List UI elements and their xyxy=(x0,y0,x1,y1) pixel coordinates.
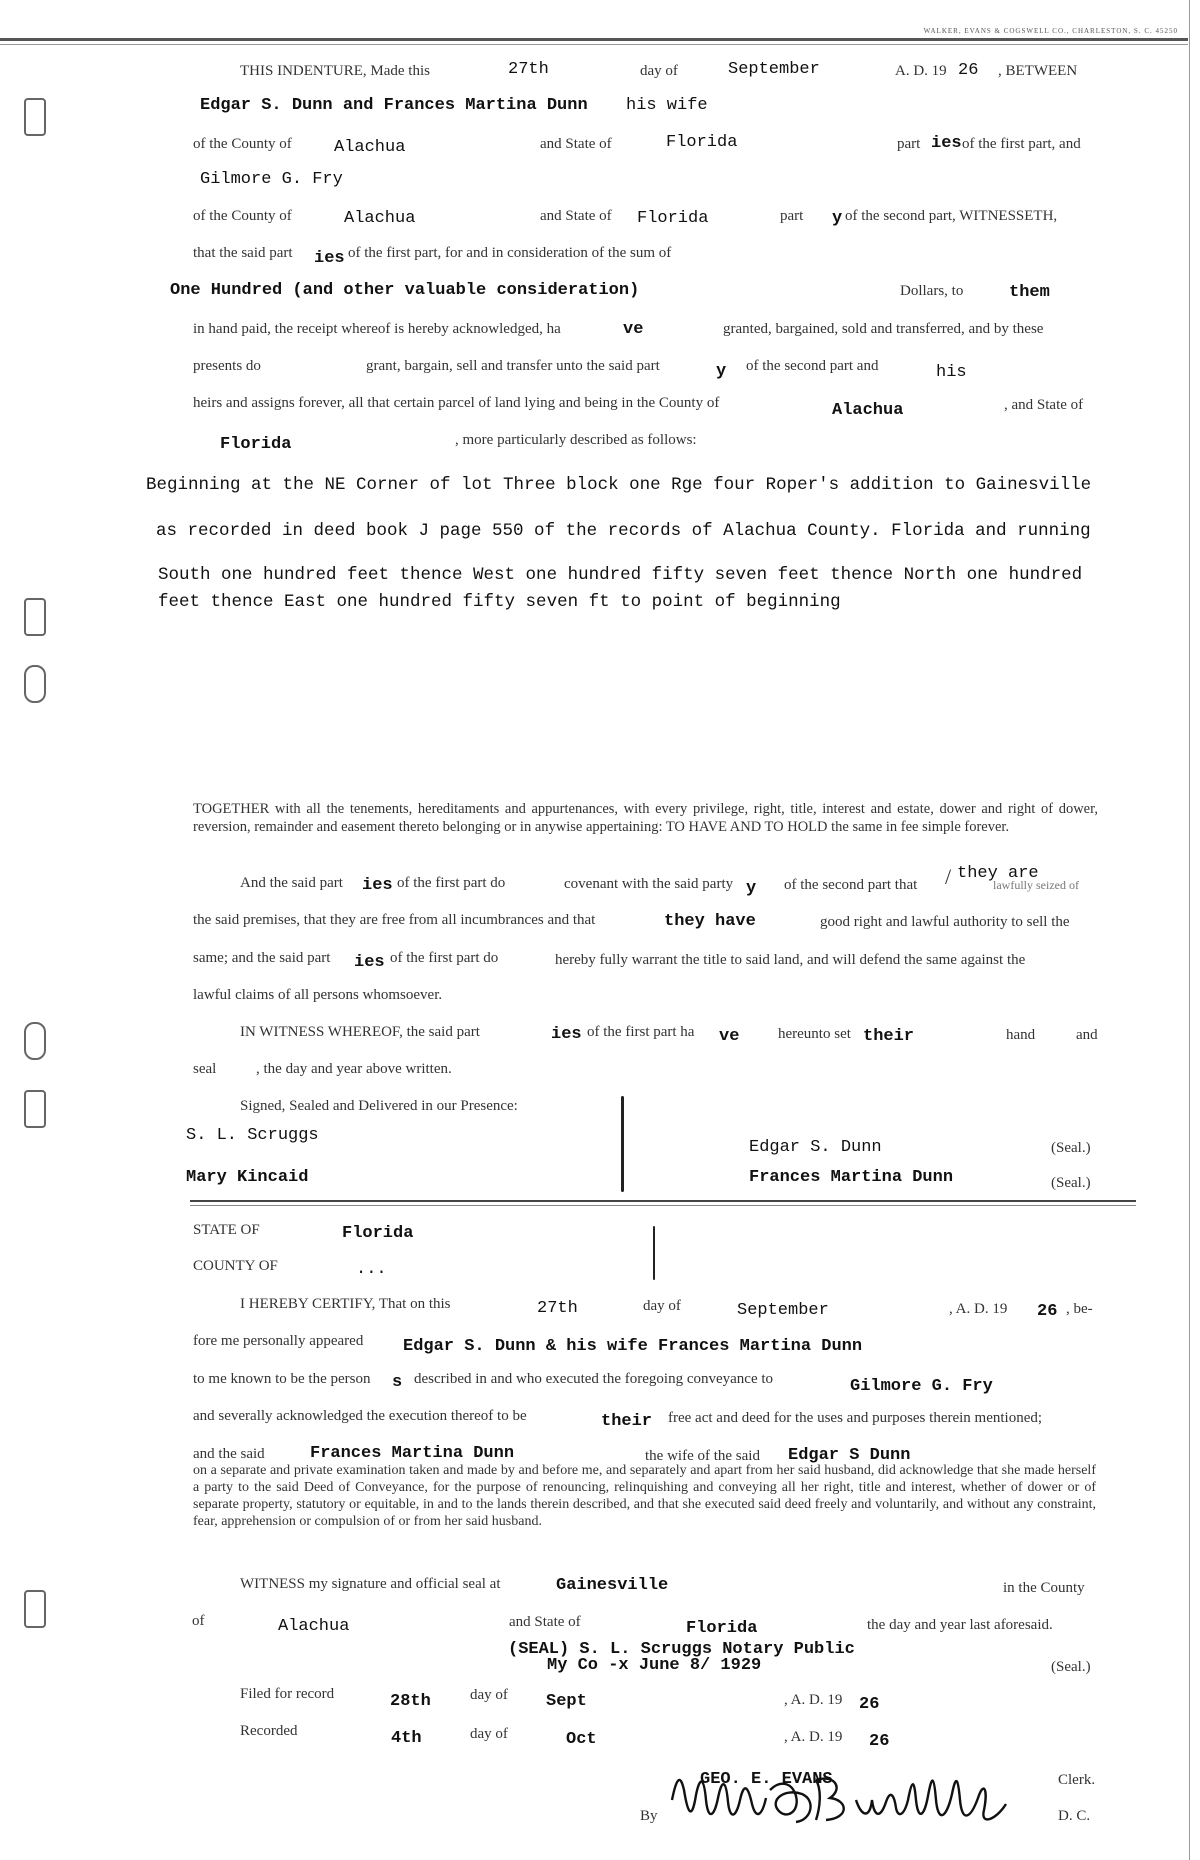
grantor-county: Alachua xyxy=(334,138,406,157)
second-part-that-label: of the second part that xyxy=(784,877,918,893)
appeared-names: Edgar S. Dunn & his wife Frances Martina Dunn xyxy=(403,1337,863,1356)
their-label: their xyxy=(601,1412,653,1431)
binder-hole xyxy=(24,1090,46,1128)
dollars-to-label: Dollars, to xyxy=(900,283,964,299)
granted-text: granted, bargained, sold and transferred, and by these xyxy=(723,321,1044,337)
day-of-label: day of xyxy=(643,1298,681,1314)
between-label: , BETWEEN xyxy=(998,63,1078,79)
consideration-sum: One Hundred (and other valuable consideration) xyxy=(170,281,640,300)
ack-husband: Edgar S Dunn xyxy=(788,1446,911,1465)
state-label: and State of xyxy=(540,208,612,224)
deed-year: 26 xyxy=(958,61,979,80)
hand-paid-text: in hand paid, the receipt whereof is hereby acknowledged, ha xyxy=(193,321,561,337)
recorded-year: 26 xyxy=(869,1732,890,1751)
party-suffix: y xyxy=(746,879,757,898)
binder-hole xyxy=(24,1590,46,1628)
grantors-relation: his wife xyxy=(626,96,708,115)
described-text: described in and who executed the foregoing conveyance to xyxy=(414,1371,774,1387)
part-label: part xyxy=(897,136,921,152)
second-part-and-label: of the second part and xyxy=(746,358,879,374)
presents-label: presents do xyxy=(193,358,261,374)
venue-brace xyxy=(653,1226,655,1280)
legal-description-line: feet thence East one hundred fifty seven ft to point of beginning xyxy=(158,592,841,612)
signed-sealed-label: Signed, Sealed and Delivered in our Presence: xyxy=(240,1098,518,1114)
known-label: to me known to be the person xyxy=(193,1371,371,1387)
covenant-text: covenant with the said party xyxy=(564,876,734,892)
top-border xyxy=(0,38,1188,41)
party-suffix: y xyxy=(716,362,727,381)
parties-suffix: ies xyxy=(931,134,962,153)
have-suffix: ve xyxy=(623,320,644,339)
state-of-label: STATE OF xyxy=(193,1222,260,1238)
grantor-signature: Frances Martina Dunn xyxy=(749,1168,954,1187)
legal-description-line: as recorded in deed book J page 550 of the records of Alachua County. Florida and running xyxy=(156,521,1091,541)
grantor-state: Florida xyxy=(666,133,738,152)
notary-place: Gainesville xyxy=(556,1576,669,1595)
fore-label: fore me personally appeared xyxy=(193,1333,364,1349)
ad-label: , A. D. 19 xyxy=(784,1692,843,1708)
persons-suffix: s xyxy=(392,1373,403,1392)
commission-expiry: My Co -x June 8/ 1929 xyxy=(547,1656,762,1675)
binder-hole xyxy=(24,1022,46,1060)
ack-county: ... xyxy=(356,1260,387,1279)
heirs-text: heirs and assigns forever, all that certain parcel of land lying and being in the County of xyxy=(193,395,720,411)
grantee-state: Florida xyxy=(637,209,709,228)
their-label: their xyxy=(863,1027,915,1046)
seal-mark: (Seal.) xyxy=(1051,1659,1091,1675)
witness-signature: Mary Kincaid xyxy=(186,1168,309,1187)
seal-mark: (Seal.) xyxy=(1051,1140,1091,1156)
ack-grantee: Gilmore G. Fry xyxy=(850,1377,993,1396)
filed-day: 28th xyxy=(390,1692,431,1711)
grantee-county: Alachua xyxy=(344,209,416,228)
seal-label: seal xyxy=(193,1061,217,1077)
first-part-have-label: of the first part ha xyxy=(587,1024,695,1040)
top-border-thin xyxy=(0,44,1188,45)
be-label: , be- xyxy=(1066,1301,1093,1317)
land-state: Florida xyxy=(220,435,292,454)
legal-description-line: Beginning at the NE Corner of lot Three block one Rge four Roper's addition to Gainesville xyxy=(146,475,1092,495)
hand-label: hand xyxy=(1006,1027,1036,1043)
and-label: and xyxy=(1076,1027,1098,1043)
in-witness-label: IN WITNESS WHEREOF, the said part xyxy=(240,1024,480,1040)
party-suffix: y xyxy=(832,209,843,228)
binder-hole xyxy=(24,598,46,636)
of-label: of xyxy=(192,1613,205,1629)
binder-hole xyxy=(24,665,46,703)
first-part-do-label: of the first part do xyxy=(397,875,506,891)
county-label: of the County of xyxy=(193,136,292,152)
signature-brace xyxy=(621,1096,624,1192)
dc-label: D. C. xyxy=(1058,1808,1091,1824)
state-of-label: , and State of xyxy=(1004,397,1084,413)
parties-suffix: ies xyxy=(551,1025,582,1044)
said-part-label: that the said part xyxy=(193,245,293,261)
recorded-label: Recorded xyxy=(240,1723,298,1739)
wife-of-label: the wife of the said xyxy=(645,1448,760,1464)
part-label: part xyxy=(780,208,804,224)
grant-text: grant, bargain, sell and transfer unto the said part xyxy=(366,358,660,374)
filed-year: 26 xyxy=(859,1695,880,1714)
ack-year: 26 xyxy=(1037,1302,1058,1321)
deputy-clerk-signature xyxy=(666,1760,1026,1840)
ack-day: 27th xyxy=(537,1299,578,1318)
ad-label: A. D. 19 xyxy=(895,63,947,79)
state-label: and State of xyxy=(509,1614,581,1630)
ack-month: September xyxy=(737,1301,829,1320)
county-of-label: COUNTY OF xyxy=(193,1258,278,1274)
witness-signature: S. L. Scruggs xyxy=(186,1126,319,1145)
day-year-text: , the day and year above written. xyxy=(256,1061,452,1077)
section-divider xyxy=(190,1205,1136,1206)
lawfully-seized-label: lawfully seized of xyxy=(993,878,1079,892)
ad-label: , A. D. 19 xyxy=(784,1729,843,1745)
parties-suffix: ies xyxy=(354,953,385,972)
recorded-month: Oct xyxy=(566,1730,597,1749)
lawful-claims-text: lawful claims of all persons whomsoever. xyxy=(193,987,443,1003)
parties-suffix: ies xyxy=(362,876,393,895)
last-aforesaid-text: the day and year last aforesaid. xyxy=(867,1617,1053,1633)
grantee-name: Gilmore G. Fry xyxy=(200,170,343,189)
clerk-name: GEO. E. EVANS xyxy=(700,1770,833,1789)
first-part-label: of the first part, and xyxy=(962,136,1081,152)
ad-label: , A. D. 19 xyxy=(949,1301,1008,1317)
witness-signature-label: WITNESS my signature and official seal at xyxy=(240,1576,501,1592)
recorded-day: 4th xyxy=(391,1729,422,1748)
they-are-insert: they are xyxy=(957,864,1039,883)
described-label: , more particularly described as follows: xyxy=(455,432,697,448)
covenant-label: And the said part xyxy=(240,875,343,891)
notary-state: Florida xyxy=(686,1619,758,1638)
clerk-label: Clerk. xyxy=(1058,1772,1096,1788)
free-act-text: free act and deed for the uses and purposes therein mentioned; xyxy=(668,1410,1043,1426)
county-label: of the County of xyxy=(193,208,292,224)
premises-text: the said premises, that they are free from all incumbrances and that xyxy=(193,912,596,928)
and-said-label: and the said xyxy=(193,1446,265,1462)
printer-imprint: WALKER, EVANS & COGSWELL CO., CHARLESTON, S. C. 45250 xyxy=(923,27,1178,35)
second-part-label: of the second part, WITNESSETH, xyxy=(845,208,1058,224)
insertion-mark: / xyxy=(945,864,952,889)
ack-state: Florida xyxy=(342,1224,414,1243)
seal-mark: (Seal.) xyxy=(1051,1175,1091,1191)
deed-month: September xyxy=(728,60,820,79)
good-right-text: good right and lawful authority to sell the xyxy=(820,914,1070,930)
separate-examination-text: on a separate and private examination taken and made by and before me, and separately and apart from her said husband, did acknowledge that she made herself a party to the said Deed of Conveyance, for the purpose of renouncing, relinquishing and conveying all her right, title and interest, whether of dower or of separate property, statutory or equitable, in and to the lands therein described, and that she executed said deed freely and voluntarily, and without any constraint, fear, apprehension or compulsion of or from her said husband. xyxy=(193,1463,1096,1529)
deed-day: 27th xyxy=(508,60,549,79)
section-divider xyxy=(190,1200,1136,1202)
warrant-text: hereby fully warrant the title to said land, and will defend the same against the xyxy=(555,952,1026,968)
grantor-signature: Edgar S. Dunn xyxy=(749,1138,882,1157)
same-label: same; and the said part xyxy=(193,950,331,966)
day-of-label: day of xyxy=(470,1726,508,1742)
together-clause: TOGETHER with all the tenements, hereditaments and appurtenances, with every privilege, right, title, interest and estate, dower and right of dower, reversion, remainder and easement thereto belonging or in anywise appertaining: TO HAVE AND TO HOLD the same in fee simple forever. xyxy=(193,801,1098,835)
legal-description-line: South one hundred feet thence West one hundred fifty seven feet thence North one hundred xyxy=(158,565,1083,585)
notary-signature: (SEAL) S. L. Scruggs Notary Public xyxy=(508,1640,855,1659)
day-of-label: day of xyxy=(640,63,678,79)
ack-wife: Frances Martina Dunn xyxy=(310,1444,515,1463)
they-have: they have xyxy=(664,912,756,931)
state-label: and State of xyxy=(540,136,612,152)
in-county-label: in the County xyxy=(1003,1580,1085,1596)
notary-county: Alachua xyxy=(278,1617,350,1636)
consideration-text: of the first part, for and in consideration of the sum of xyxy=(348,245,672,261)
grantors: Edgar S. Dunn and Frances Martina Dunn xyxy=(200,96,588,115)
filed-label: Filed for record xyxy=(240,1686,335,1702)
his-label: his xyxy=(936,363,967,382)
binder-hole xyxy=(24,98,46,136)
first-part-do-label: of the first part do xyxy=(390,950,499,966)
severally-text: and severally acknowledged the execution thereof to be xyxy=(193,1408,527,1424)
paid-to: them xyxy=(1009,283,1050,302)
filed-month: Sept xyxy=(546,1692,587,1711)
have-suffix: ve xyxy=(719,1027,740,1046)
parties-suffix: ies xyxy=(314,249,345,268)
indenture-opening: THIS INDENTURE, Made this xyxy=(240,63,430,79)
certify-label: I HEREBY CERTIFY, That on this xyxy=(240,1296,451,1312)
by-label: By xyxy=(640,1808,658,1824)
hereunto-label: hereunto set xyxy=(778,1026,851,1042)
right-border xyxy=(1189,0,1190,1860)
day-of-label: day of xyxy=(470,1687,508,1703)
land-county: Alachua xyxy=(832,401,904,420)
